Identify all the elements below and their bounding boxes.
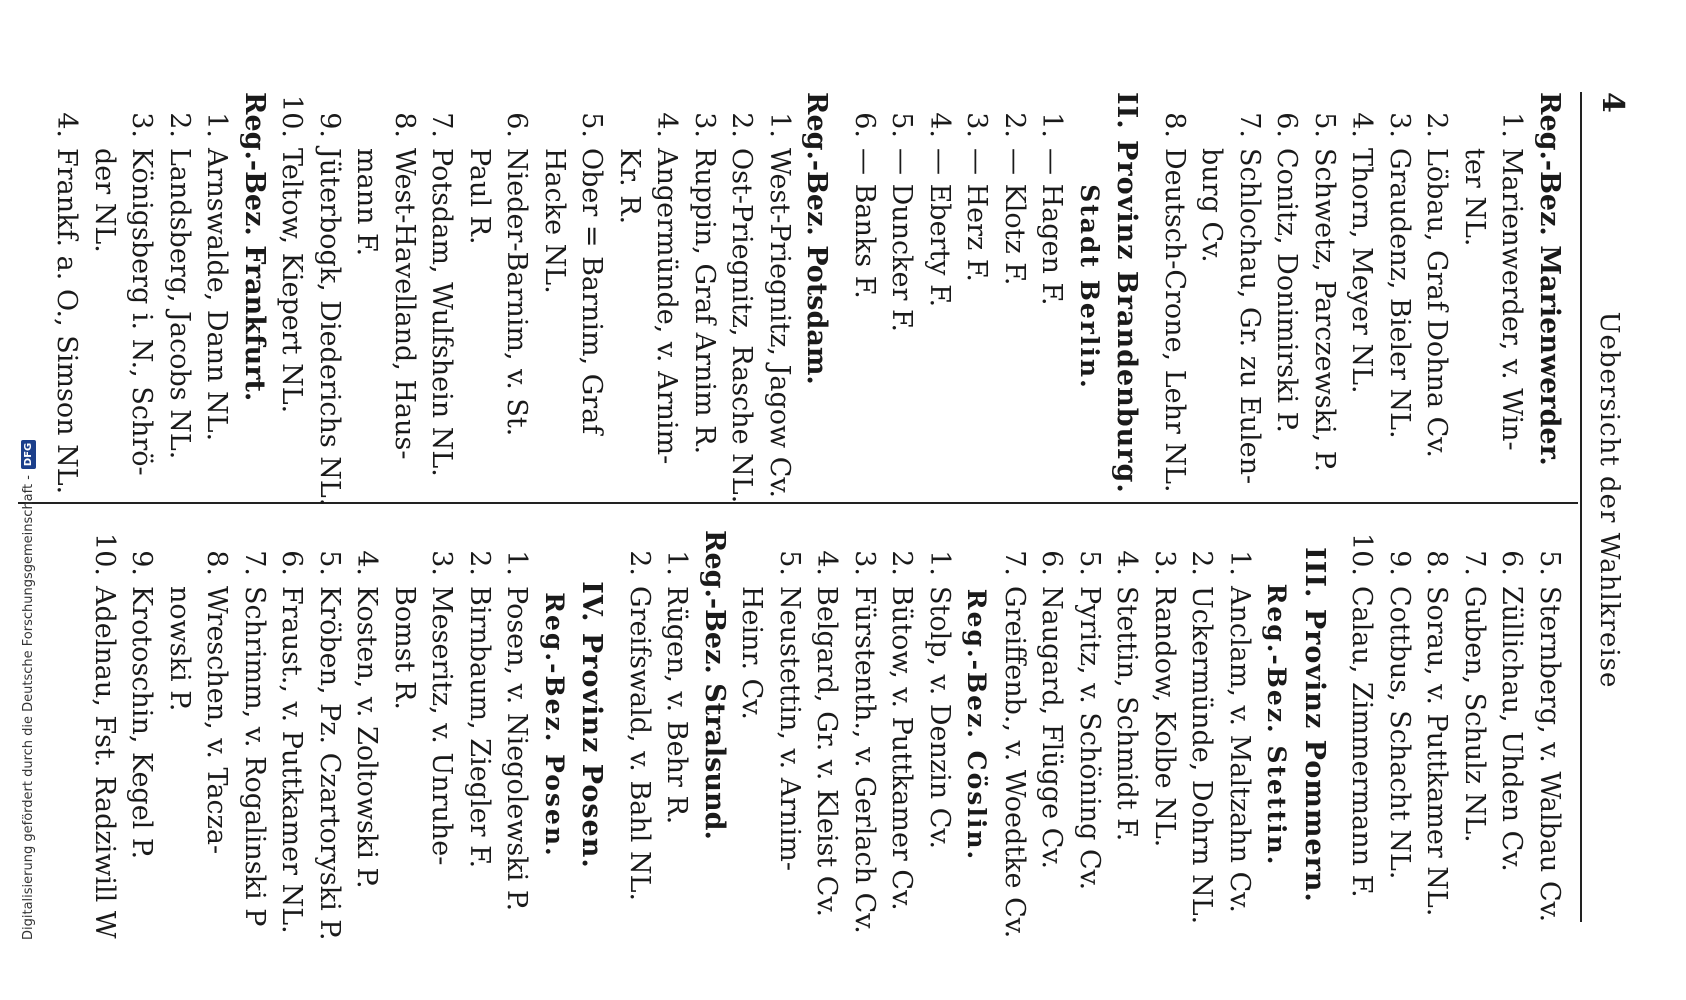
item-text: Sternberg, v. Walbau Cv.	[1534, 586, 1565, 923]
list-item	[723, 92, 761, 504]
list-item	[1418, 530, 1456, 920]
item-text: Meseritz, v. Unruhe-	[426, 586, 458, 866]
item-text: — Duncker F.	[886, 148, 918, 333]
item-text: Pyritz, v. Schöning Cv.	[1074, 586, 1105, 891]
list-item	[808, 530, 846, 920]
list-item	[1156, 92, 1194, 493]
item-text: Graudenz, Bieler NL.	[1384, 148, 1415, 439]
item-text: Deutsch-Crone, Lehr NL.	[1159, 148, 1190, 493]
item-text: Calau, Zimmermann F.	[1346, 586, 1378, 898]
item-text: Kosten, v. Zoltowski P.	[351, 586, 383, 889]
item-number: 2.	[164, 112, 195, 138]
continuation-line: Paul R.	[464, 148, 495, 245]
list-item	[1183, 530, 1221, 925]
item-text: Thorn, Meyer NL.	[1346, 148, 1378, 394]
item-number: 1.	[1496, 112, 1528, 138]
list-item	[1268, 92, 1306, 482]
item-number: 8.	[1421, 550, 1453, 576]
item-text: Frankf. a. O., Simson NL.	[51, 148, 83, 495]
list-item	[1418, 92, 1456, 482]
list-item	[883, 92, 921, 482]
item-number: 2.	[726, 112, 758, 138]
item-text: Naugard, Flügge Cv.	[1036, 586, 1068, 870]
item-text: — Herz F.	[961, 148, 993, 282]
item-number: 7.	[426, 112, 458, 138]
item-number: 2.	[886, 550, 918, 576]
list-item	[198, 530, 236, 920]
item-number: 1.	[201, 112, 233, 138]
item-number: 1.	[924, 550, 955, 576]
item-number: 9.	[314, 112, 345, 138]
list-item	[771, 530, 809, 920]
list-item	[648, 92, 686, 482]
district-heading: Stadt Berlin.	[1075, 184, 1104, 390]
item-number: 5.	[774, 550, 805, 576]
item-number: 4.	[51, 112, 83, 138]
item-number: 3.	[1384, 112, 1415, 138]
item-text: Königsberg i. N., Schrö-	[126, 148, 158, 476]
list-item	[686, 92, 724, 482]
item-text: Greiffenb., v. Woedtke Cv.	[999, 586, 1030, 939]
list-item	[1231, 92, 1269, 485]
list-item	[1456, 530, 1494, 920]
continuation-line: der NL.	[89, 148, 120, 253]
list-item	[48, 92, 86, 495]
province-heading: II. Provinz Brandenburg.	[1111, 92, 1143, 494]
list-item	[883, 530, 921, 920]
item-text: Krotoschin, Kegel P.	[126, 586, 158, 860]
item-text: Schrimm, v. Rogalinski P	[239, 586, 270, 927]
digitization-note-text: Digitalisierung gefördert durch die Deutsche Forschungsgemeinschaft -	[20, 475, 36, 940]
district-heading: Reg.-Bez. Potsdam.	[801, 92, 833, 385]
item-text: West-Priegnitz, Jagow Cv.	[764, 148, 795, 499]
item-number: 5.	[1534, 550, 1565, 576]
item-text: Löbau, Graf Dohna Cv.	[1421, 148, 1453, 458]
spacer	[1333, 530, 1343, 920]
item-number: 5.	[886, 112, 918, 138]
item-text: Fraust., v. Puttkamer NL.	[276, 586, 308, 934]
district-heading: Reg.-Bez. Marienwerder.	[1534, 92, 1565, 466]
item-text: Anclam, v. Maltzahn Cv.	[1224, 586, 1255, 913]
list-item	[1108, 530, 1146, 920]
list-item	[1033, 92, 1071, 482]
list-item	[273, 92, 311, 482]
item-number: 8.	[389, 112, 420, 138]
item-text: Landsberg, Jacobs NL.	[164, 148, 195, 460]
list-item	[348, 530, 386, 920]
list-item	[236, 530, 274, 927]
item-number: 4.	[924, 112, 955, 138]
item-text: Schlochau, Gr. zu Eulen-	[1234, 148, 1265, 485]
list-item	[123, 92, 161, 482]
item-number: 7.	[999, 550, 1030, 576]
dfg-logo: DFG	[21, 440, 36, 469]
item-text: Uckermünde, Dohrn NL.	[1186, 586, 1218, 925]
item-text: Cottbus, Schacht NL.	[1384, 586, 1415, 880]
list-item	[1531, 530, 1569, 923]
district-heading: Reg.-Bez. Stettin.	[1262, 583, 1292, 867]
list-item	[846, 530, 884, 934]
item-number: 2.	[1421, 112, 1453, 138]
item-text: Marienwerder, v. Win-	[1496, 148, 1528, 451]
item-number: 10.	[276, 95, 308, 138]
item-number: 1.	[1036, 112, 1068, 138]
list-item	[921, 530, 959, 920]
item-number: 6.	[276, 550, 308, 576]
item-number: 2.	[999, 112, 1030, 138]
item-text: Rügen, v. Behr R.	[661, 586, 693, 825]
item-text: Conitz, Donimirski P.	[1271, 148, 1303, 433]
item-number: 5.	[1309, 112, 1340, 138]
item-number: 9.	[1384, 550, 1415, 576]
list-item	[1343, 530, 1381, 920]
province-heading: III. Provinz Pommern.	[1299, 547, 1330, 903]
item-number: 3.	[426, 550, 458, 576]
spacer	[836, 92, 846, 482]
continuation-line: Hacke NL.	[539, 148, 570, 294]
running-title: Uebersicht der Wahlkreise	[1594, 311, 1624, 689]
list-item	[123, 530, 161, 920]
item-number: 6.	[1036, 550, 1068, 576]
item-number: 8.	[201, 550, 233, 576]
item-number: 3.	[126, 112, 158, 138]
list-item	[1493, 92, 1531, 482]
item-number: 7.	[239, 550, 270, 576]
item-text: Wreschen, v. Taczа-	[201, 586, 233, 855]
item-number: 5.	[576, 112, 608, 138]
district-heading: Reg.-Bez. Cöslin.	[962, 588, 992, 862]
item-text: Stettin, Schmidt F.	[1111, 586, 1143, 842]
item-text: Stolp, v. Denzin Cv.	[924, 586, 955, 850]
list-item	[996, 92, 1034, 482]
continuation-line: Bomst R.	[389, 586, 420, 710]
item-number: 7.	[1459, 550, 1490, 576]
item-text: Schwetz, Parczewski, P.	[1309, 148, 1340, 473]
list-item	[846, 92, 884, 482]
list-item	[1306, 92, 1344, 482]
item-text: Neustettin, v. Arnim-	[774, 586, 805, 871]
item-text: Posen, v. Niegolewski P.	[501, 586, 533, 912]
item-text: — Klotz F.	[999, 148, 1030, 286]
item-text: Belgard, Gr. v. Kleist Cv.	[811, 586, 843, 918]
item-number: 10.	[89, 533, 120, 576]
item-text: Kröben, Pz. Czartoryski P.	[314, 586, 345, 941]
list-item	[498, 92, 536, 482]
list-item	[161, 92, 199, 482]
list-item	[761, 92, 799, 499]
list-item	[1071, 530, 1109, 920]
item-text: Guben, Schulz NL.	[1459, 586, 1490, 843]
list-item	[498, 530, 536, 920]
list-item	[423, 530, 461, 920]
item-number: 4.	[651, 112, 683, 138]
spacer	[1146, 92, 1156, 482]
district-heading: Reg.-Bez. Stralsund.	[699, 530, 730, 840]
list-item	[198, 92, 236, 482]
item-text: Züllichau, Uhden Cv.	[1496, 586, 1528, 872]
item-text: Teltow, Kiepert NL.	[276, 148, 308, 414]
continuation-line: ter NL.	[1459, 148, 1490, 247]
item-text: Angermünde, v. Arnim-	[651, 148, 683, 465]
item-text: — Hagen F.	[1036, 148, 1068, 306]
item-text: Fürstenth., v. Gerlach Cv.	[849, 586, 880, 934]
item-number: 1.	[661, 550, 693, 576]
list-item	[1381, 92, 1419, 482]
header-rule	[1580, 92, 1582, 922]
continuation-line: Heinr. Cv.	[736, 586, 768, 720]
item-text: — Eberty F.	[924, 148, 955, 308]
district-heading: Reg.-Bez. Posen.	[540, 592, 569, 858]
item-number: 1.	[764, 112, 795, 138]
left-column	[48, 92, 1568, 507]
item-text: West-Havelland, Haus-	[389, 148, 420, 460]
continuation-line: mann F.	[351, 148, 383, 257]
item-number: 4.	[351, 550, 383, 576]
item-number: 4.	[1346, 112, 1378, 138]
item-number: 6.	[849, 112, 880, 138]
item-number: 10.	[1346, 533, 1378, 576]
list-item	[1493, 530, 1531, 920]
list-item	[311, 92, 349, 507]
item-text: Ober = Barnim, Graf	[576, 148, 608, 435]
continuation-line: Kr. R.	[614, 148, 645, 225]
list-item	[1221, 530, 1259, 920]
item-number: 4.	[1111, 550, 1143, 576]
item-text: Sorau, v. Puttkamer NL.	[1421, 586, 1453, 917]
district-heading: Reg.-Bez. Frankfurt.	[239, 92, 270, 402]
province-heading: IV. Provinz Posen.	[576, 581, 608, 869]
item-number: 2.	[624, 550, 655, 576]
item-text: Bütow, v. Puttkamer Cv.	[886, 586, 918, 911]
list-item	[311, 530, 349, 941]
item-text: Jüterbogk, Diederichs NL.	[314, 148, 345, 507]
list-item	[621, 530, 659, 920]
continuation-line: burg Cv.	[1196, 148, 1228, 263]
page-number: 4	[1595, 92, 1630, 113]
item-number: 6.	[1271, 112, 1303, 138]
item-text: Randow, Kolbe NL.	[1149, 586, 1180, 848]
item-number: 3.	[849, 550, 880, 576]
item-text: Potsdam, Wulfshein NL.	[426, 148, 458, 477]
item-number: 2.	[1186, 550, 1218, 576]
item-number: 2.	[464, 550, 495, 576]
item-number: 6.	[1496, 550, 1528, 576]
list-item	[1033, 530, 1071, 920]
list-item	[273, 530, 311, 934]
right-column	[86, 530, 1569, 941]
item-text: Ruppin, Graf Arnim R.	[689, 148, 720, 455]
list-item	[958, 92, 996, 482]
item-number: 3.	[1149, 550, 1180, 576]
item-number: 1.	[1224, 550, 1255, 576]
list-item	[573, 92, 611, 482]
item-number: 1.	[501, 550, 533, 576]
item-number: 3.	[689, 112, 720, 138]
list-item	[1146, 530, 1184, 920]
column-divider	[18, 502, 1578, 504]
item-text: Greifswald, v. Bahl NL.	[624, 586, 655, 902]
item-text: Birnbaum, Ziegler F.	[464, 586, 495, 869]
continuation-line: nowski P.	[164, 586, 195, 712]
item-text: Adelnau, Fst. Radziwill W	[89, 586, 120, 939]
list-item	[996, 530, 1034, 939]
item-number: 3.	[961, 112, 993, 138]
item-number: 5.	[314, 550, 345, 576]
list-item	[386, 92, 424, 482]
item-text: Ost-Priegnitz, Rasche NL.	[726, 148, 758, 504]
list-item	[1381, 530, 1419, 920]
item-number: 5.	[1074, 550, 1105, 576]
item-text: Arnswalde, Dann NL.	[201, 148, 233, 442]
list-item	[86, 530, 124, 939]
item-number: 6.	[501, 112, 533, 138]
item-text: Nieder-Barnim, v. St.	[501, 148, 533, 437]
list-item	[461, 530, 499, 920]
digitization-note	[8, 0, 48, 1000]
list-item	[1343, 92, 1381, 482]
item-number: 9.	[126, 550, 158, 576]
spacer	[611, 530, 621, 920]
list-item	[921, 92, 959, 482]
item-number: 8.	[1159, 112, 1190, 138]
list-item	[658, 530, 696, 920]
list-item	[423, 92, 461, 482]
item-number: 4.	[811, 550, 843, 576]
item-number: 7.	[1234, 112, 1265, 138]
item-text: — Banks F.	[849, 148, 880, 299]
